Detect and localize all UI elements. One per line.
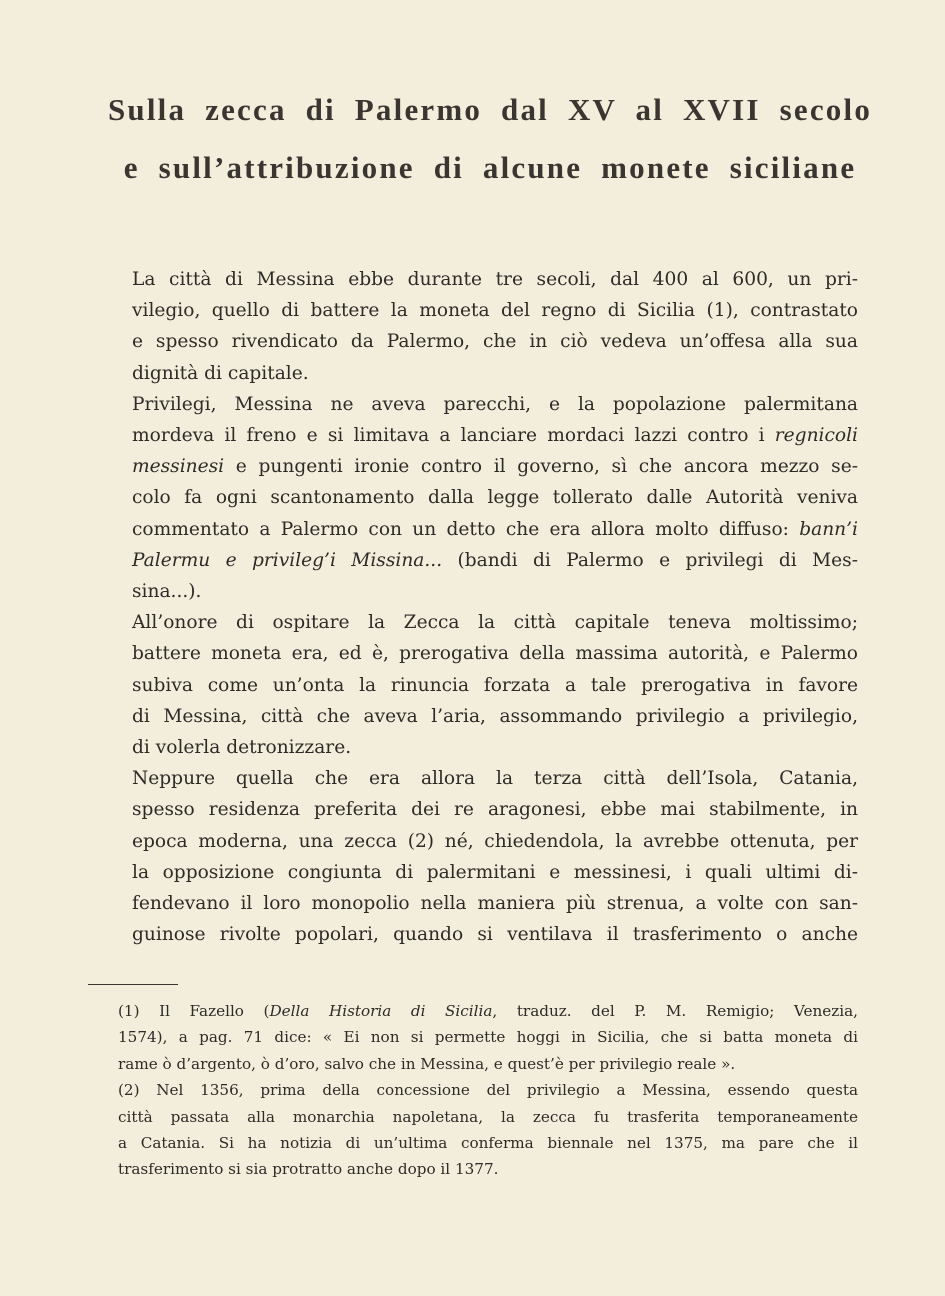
text-line: la opposizione congiunta di palermitani e messinesi, i quali ultimi di- (132, 861, 858, 883)
text-line: La città di Messina ebbe durante tre secoli, dal 400 al 600, un pri- (132, 269, 858, 290)
body-text (88, 264, 858, 950)
italic-text: Palermu e privileg’i Missina... (132, 549, 443, 571)
text-line: messinesi e pungenti ironie contro il governo, sì che ancora mezzo se- (132, 456, 858, 478)
text-line: Neppure quella che era allora la terza città dell’Isola, Catania, (132, 768, 858, 790)
text-line: commentato a Palermo con un detto che era allora molto diffuso: bann’i (132, 518, 858, 540)
text-line: All’onore di ospitare la Zecca la città capitale teneva moltissimo; (132, 612, 858, 634)
text-line: dignità di capitale. (132, 362, 309, 384)
text-line: subiva come un’onta la rinuncia forzata a tale prerogativa in favore (132, 674, 858, 696)
text-line: di Messina, città che aveva l’aria, assommando privilegio a privilegio, (132, 705, 858, 727)
text-line: epoca moderna, una zecca (2) né, chiedendola, la avrebbe ottenuta, per (132, 830, 858, 852)
footnote-1 (88, 998, 858, 1077)
text-line: guinose rivolte popolari, quando si ventilava il trasferimento o anche (132, 924, 858, 946)
title-line-2: e sull’attribuzione di alcune monete siciliane (123, 150, 857, 185)
text-line: vilegio, quello di battere la moneta del regno di Sicilia (1), contrastato (132, 300, 858, 322)
text-line: (1) Il Fazello (Della Historia di Sicilia, traduz. del P. M. Remigio; Venezia, (118, 1002, 858, 1020)
text-line: trasferimento si sia protratto anche dopo il 1377. (118, 1160, 499, 1179)
text-line: battere moneta era, ed è, prerogativa della massima autorità, e Palermo (132, 643, 858, 665)
text-line: a Catania. Si ha notizia di un’ultima conferma biennale nel 1375, ma pare che il (118, 1134, 858, 1153)
footnote-2 (88, 1077, 858, 1183)
paragraph-4 (88, 763, 858, 950)
text-line: Palermu e privileg’i Missina... (bandi di Palermo e privilegi di Mes- (132, 549, 858, 571)
text-line: spesso residenza preferita dei re aragonesi, ebbe mai stabilmente, in (132, 799, 858, 821)
text-line: (2) Nel 1356, prima della concessione del privilegio a Messina, essendo questa (118, 1081, 858, 1100)
paragraph-1 (88, 264, 858, 389)
italic-text: bann’i (799, 518, 858, 540)
text-line: di volerla detronizzare. (132, 737, 352, 759)
text-line: e spesso rivendicato da Palermo, che in ciò vedeva un’offesa alla sua (132, 331, 858, 353)
text-line: Privilegi, Messina ne aveva parecchi, e la popolazione palermitana (132, 393, 858, 415)
text-line: colo fa ogni scantonamento dalla legge tollerato dalle Autorità veniva (132, 487, 858, 509)
text-line: 1574), a pag. 71 dice: « Ei non si permette hoggi in Sicilia, che si batta moneta di (118, 1028, 858, 1047)
italic-text: messinesi (132, 456, 225, 478)
paragraph-3 (88, 607, 858, 763)
text-line: fendevano il loro monopolio nella maniera più strenua, a volte con san- (132, 893, 858, 915)
italic-text: regnicoli (774, 425, 858, 447)
paragraph-2 (88, 389, 858, 607)
text-line: rame ò d’argento, ò d’oro, salvo che in Messina, e quest’è per privilegio reale ». (118, 1054, 736, 1073)
text-line: sina...). (132, 581, 202, 603)
text-line: mordeva il freno e si limitava a lanciare mordaci lazzi contro i regnicoli (132, 425, 858, 447)
title-line-1: Sulla zecca di Palermo dal XV al XVII secolo (107, 92, 873, 127)
text-line: città passata alla monarchia napoletana, la zecca fu trasferita temporaneamente (118, 1107, 858, 1126)
footnotes (88, 998, 858, 1183)
italic-text: Della Historia di Sicilia (269, 1002, 493, 1020)
footnote-divider (88, 984, 178, 985)
